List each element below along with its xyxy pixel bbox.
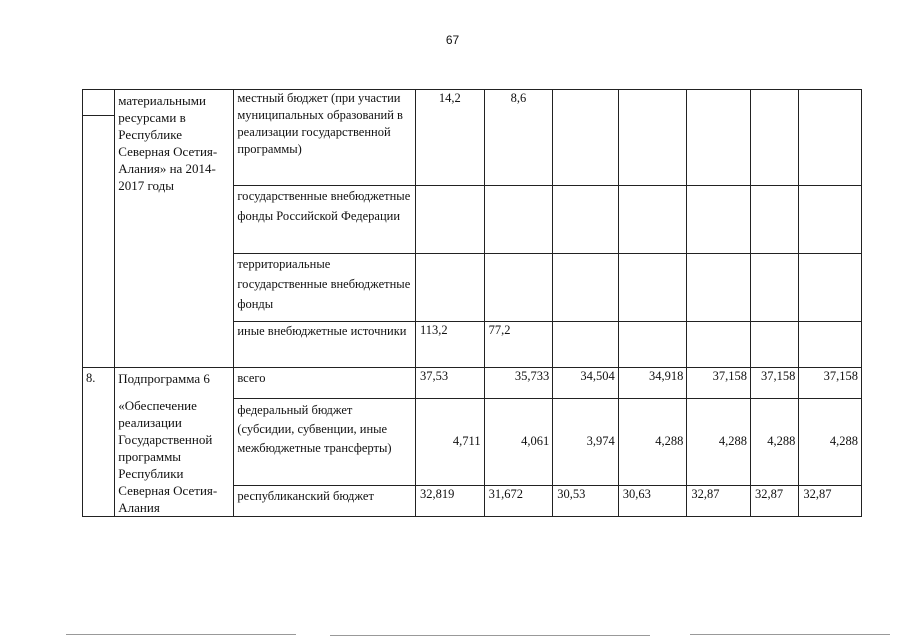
value-cell <box>484 186 553 254</box>
program-name-cell <box>115 368 234 517</box>
source-cell <box>234 90 416 186</box>
value-cell <box>799 90 862 186</box>
value-cell <box>799 254 862 322</box>
source-cell <box>234 486 416 517</box>
source-cell <box>234 186 416 254</box>
value-cell: 113,2 <box>415 322 484 368</box>
source-cell <box>234 368 416 399</box>
page-number: 67 <box>445 33 460 47</box>
value-cell: 4,061 <box>484 398 553 486</box>
value-cell <box>618 254 687 322</box>
funding-source: республиканский бюджет <box>237 489 374 504</box>
value-cell: 37,158 <box>687 368 751 399</box>
source-cell <box>234 254 416 322</box>
funding-source: государственные внебюджетные фонды Российской Федерации <box>237 189 411 223</box>
funding-source: территориальные государственные внебюджетные фонды <box>237 257 411 311</box>
value-cell: 32,87 <box>750 486 798 517</box>
budget-table <box>82 89 862 517</box>
value-cell <box>415 254 484 322</box>
value-cell <box>618 90 687 186</box>
value-cell: 35,733 <box>484 368 553 399</box>
value-cell <box>750 322 798 368</box>
value-cell: 77,2 <box>484 322 553 368</box>
funding-source: всего <box>237 371 266 385</box>
value-cell <box>618 322 687 368</box>
value-cell: 8,6 <box>484 90 553 186</box>
row-number-cell <box>83 90 115 368</box>
value-cell: 30,53 <box>553 486 619 517</box>
value-cell: 32,87 <box>799 486 862 517</box>
value-cell <box>553 254 619 322</box>
scan-artifact-line <box>66 634 296 635</box>
funding-source: иные внебюджетные источники <box>237 324 407 338</box>
funding-source: местный бюджет (при участии муниципальных образований в реализации государственной программы) <box>237 91 403 156</box>
value-cell: 3,974 <box>553 398 619 486</box>
value-cell: 4,288 <box>687 398 751 486</box>
row-number-cell: 8. <box>83 368 115 517</box>
value-cell: 4,288 <box>618 398 687 486</box>
funding-source: федеральный бюджет (субсидии, субвенции, иные межбюджетные трансферты) <box>237 402 392 455</box>
value-cell <box>799 186 862 254</box>
value-cell: 30,63 <box>618 486 687 517</box>
table-row <box>83 90 862 186</box>
value-cell: 4,711 <box>415 398 484 486</box>
value-cell <box>750 90 798 186</box>
value-cell <box>484 254 553 322</box>
value-cell: 34,918 <box>618 368 687 399</box>
source-cell <box>234 398 416 486</box>
value-cell <box>687 322 751 368</box>
program-name-cell <box>115 90 234 368</box>
program-name: материальными ресурсами в Республике Северная Осетия-Алания» на 2014-2017 годы <box>118 93 218 193</box>
value-cell <box>687 186 751 254</box>
value-cell: 14,2 <box>415 90 484 186</box>
value-cell: 31,672 <box>484 486 553 517</box>
subprogram-title: Подпрограмма 6 <box>118 371 210 386</box>
value-cell: 37,158 <box>799 368 862 399</box>
value-cell <box>687 90 751 186</box>
value-cell <box>687 254 751 322</box>
value-cell: 4,288 <box>799 398 862 486</box>
value-cell <box>553 186 619 254</box>
value-cell: 37,158 <box>750 368 798 399</box>
value-cell: 32,87 <box>687 486 751 517</box>
value-cell: 37,53 <box>415 368 484 399</box>
value-cell <box>553 322 619 368</box>
value-cell: 32,819 <box>415 486 484 517</box>
value-cell <box>618 186 687 254</box>
value-cell: 4,288 <box>750 398 798 486</box>
table-row <box>83 368 862 399</box>
value-cell: 34,504 <box>553 368 619 399</box>
value-cell <box>415 186 484 254</box>
scan-artifact-line <box>690 634 890 635</box>
program-name: «Обеспечение реализации Государственной программы Республики Северная Осетия-Алания <box>118 398 218 515</box>
source-cell <box>234 322 416 368</box>
value-cell <box>750 254 798 322</box>
value-cell <box>750 186 798 254</box>
scan-artifact-line <box>330 635 650 636</box>
value-cell <box>553 90 619 186</box>
value-cell <box>799 322 862 368</box>
